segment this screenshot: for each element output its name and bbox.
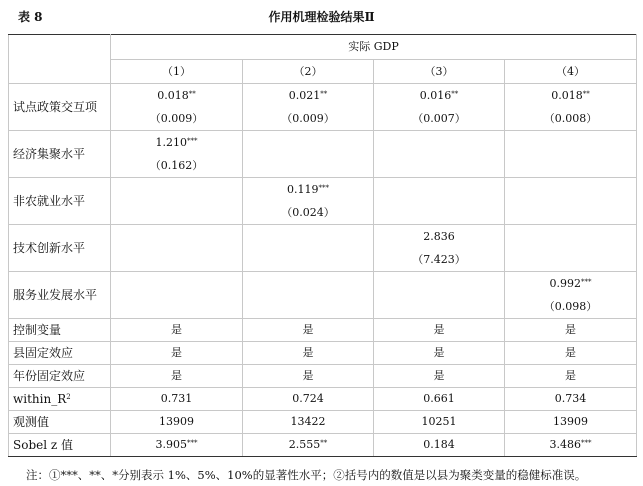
value-cell: 13422 — [243, 411, 374, 434]
value-cell: 0.734 — [505, 388, 637, 411]
column-header-2: （2） — [243, 60, 374, 84]
empty-cell — [243, 131, 374, 178]
table-note: 注：①***、**、*分别表示 1%、5%、10%的显著性水平；②括号内的数值是以县为聚类变量的稳健标准误。 — [26, 468, 587, 482]
empty-cell — [111, 178, 243, 225]
value-cell: 是 — [111, 319, 243, 342]
row-label: 技术创新水平 — [9, 225, 111, 272]
table-row — [9, 388, 637, 411]
row-label: $within\_R^2$ — [9, 388, 111, 411]
empty-cell — [505, 225, 637, 272]
empty-cell — [111, 272, 243, 319]
value-cell: 是 — [243, 319, 374, 342]
value-cell: 2.555** — [243, 434, 374, 457]
value-cell: 是 — [374, 342, 505, 365]
value-cell: 3.486*** — [505, 434, 637, 457]
header-row-dependent-variable — [9, 35, 637, 60]
empty-cell — [374, 131, 505, 178]
row-label: 年份固定效应 — [9, 365, 111, 388]
se-cell: （7.423） — [374, 249, 505, 272]
table-row — [9, 84, 637, 108]
row-label: 试点政策交互项 — [9, 84, 111, 131]
row-label: 县固定效应 — [9, 342, 111, 365]
table-row — [9, 434, 637, 457]
value-cell: 是 — [243, 342, 374, 365]
header-corner-cell — [9, 35, 111, 60]
value-cell: 10251 — [374, 411, 505, 434]
table-row — [9, 319, 637, 342]
coef-cell: 0.018** — [111, 84, 243, 108]
value-cell: 3.905*** — [111, 434, 243, 457]
empty-cell — [243, 225, 374, 272]
se-cell: （0.098） — [505, 296, 637, 319]
se-cell: （0.009） — [111, 108, 243, 131]
value-cell: 0.724 — [243, 388, 374, 411]
table-row — [9, 342, 637, 365]
table-row — [9, 365, 637, 388]
value-cell: 13909 — [505, 411, 637, 434]
empty-cell — [374, 272, 505, 319]
row-label: 非农就业水平 — [9, 178, 111, 225]
empty-cell — [243, 272, 374, 319]
table-row — [9, 131, 637, 155]
value-cell: 13909 — [111, 411, 243, 434]
value-cell: 是 — [505, 319, 637, 342]
value-cell: 是 — [111, 365, 243, 388]
value-cell: 0.731 — [111, 388, 243, 411]
value-cell: 是 — [374, 365, 505, 388]
regression-table — [8, 34, 637, 457]
dependent-variable-header: 实际 GDP — [111, 35, 637, 60]
row-label: 服务业发展水平 — [9, 272, 111, 319]
value-cell: 0.661 — [374, 388, 505, 411]
coef-cell: 0.018** — [505, 84, 637, 108]
table-number: 表 8 — [18, 10, 43, 24]
table-row — [9, 225, 637, 249]
column-header-1: （1） — [111, 60, 243, 84]
se-cell: （0.009） — [243, 108, 374, 131]
coef-cell: 0.016** — [374, 84, 505, 108]
empty-cell — [505, 178, 637, 225]
table-row — [9, 411, 637, 434]
header-corner-cell — [9, 60, 111, 84]
empty-cell — [505, 131, 637, 178]
row-label: 观测值 — [9, 411, 111, 434]
coef-cell: 2.836 — [374, 225, 505, 249]
coef-cell: 0.992*** — [505, 272, 637, 296]
row-label: Sobel z 值 — [9, 434, 111, 457]
value-cell: 是 — [505, 365, 637, 388]
empty-cell — [374, 178, 505, 225]
se-cell: （0.008） — [505, 108, 637, 131]
table-title: 作用机理检验结果Ⅱ — [268, 10, 375, 24]
column-header-4: （4） — [505, 60, 637, 84]
table-row — [9, 272, 637, 296]
value-cell: 0.184 — [374, 434, 505, 457]
row-label: 控制变量 — [9, 319, 111, 342]
value-cell: 是 — [505, 342, 637, 365]
empty-cell — [111, 225, 243, 272]
se-cell: （0.007） — [374, 108, 505, 131]
se-cell: （0.162） — [111, 155, 243, 178]
se-cell: （0.024） — [243, 202, 374, 225]
coef-cell: 0.021** — [243, 84, 374, 108]
value-cell: 是 — [111, 342, 243, 365]
row-label: 经济集聚水平 — [9, 131, 111, 178]
coef-cell: 1.210*** — [111, 131, 243, 155]
column-header-3: （3） — [374, 60, 505, 84]
table-row — [9, 178, 637, 202]
coef-cell: 0.119*** — [243, 178, 374, 202]
header-row-columns — [9, 60, 637, 84]
value-cell: 是 — [374, 319, 505, 342]
value-cell: 是 — [243, 365, 374, 388]
